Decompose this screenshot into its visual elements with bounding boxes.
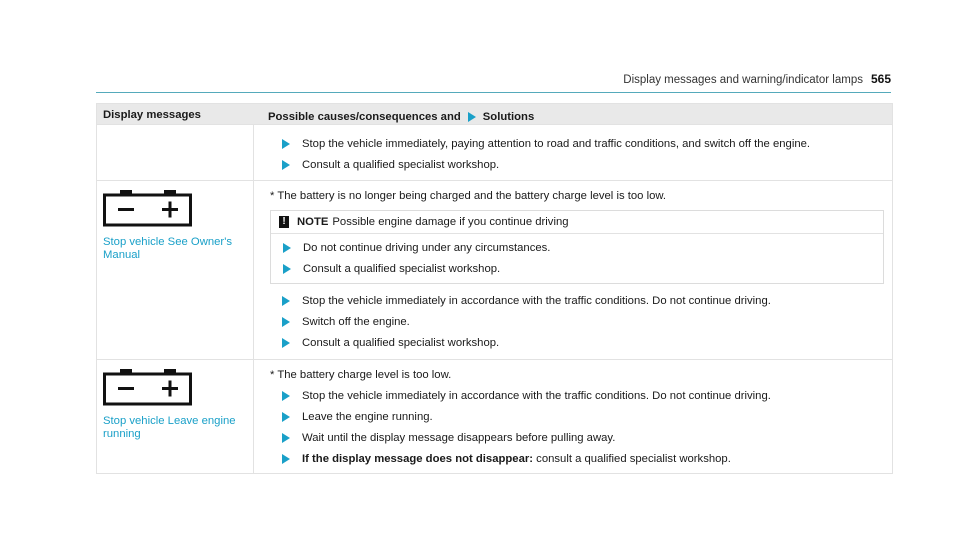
arrow-right-icon [282, 317, 290, 327]
cause-text: * The battery charge level is too low. [270, 368, 452, 381]
solutions-cell [254, 125, 892, 180]
note-title: Possible engine damage if you continue driving [332, 216, 569, 228]
battery-icon [103, 368, 193, 406]
display-message-text: Stop vehicle See Owner's Manual [103, 236, 232, 261]
condition-rest: consult a qualified specialist workshop. [533, 452, 731, 465]
arrow-right-icon [282, 433, 290, 443]
arrow-right-icon [283, 264, 291, 274]
display-message-text: Stop vehicle Leave engine running [103, 415, 236, 440]
note-header [271, 211, 883, 234]
warning-icon: ! [279, 216, 289, 228]
causes-solutions-cell [254, 360, 892, 473]
note-box [270, 210, 884, 284]
solution-step [270, 448, 884, 469]
solution-step: Stop the vehicle immediately, paying attention to road and traffic conditions, and switch off the engine. [270, 133, 884, 154]
page-number: 565 [870, 72, 891, 86]
arrow-right-icon [283, 243, 291, 253]
header-title: Display messages and warning/indicator lamps [623, 74, 863, 86]
arrow-right-icon [282, 139, 290, 149]
note-body [271, 234, 883, 283]
arrow-right-icon [468, 112, 476, 122]
note-step: Do not continue driving under any circumstances. [271, 237, 883, 258]
col-header-display-messages: Display messages [103, 109, 201, 121]
message-cell [97, 181, 254, 359]
col-header-solutions-text: Solutions [482, 110, 535, 123]
col-header-causes [254, 104, 892, 124]
col-header-causes-text: Possible causes/consequences and [268, 110, 461, 123]
display-messages-table [96, 103, 893, 474]
arrow-right-icon [282, 391, 290, 401]
arrow-right-icon [282, 412, 290, 422]
solution-step: Leave the engine running. [270, 406, 884, 427]
page-header [96, 72, 891, 93]
cause-text: * The battery is no longer being charged and the battery charge level is too low. [270, 189, 667, 202]
message-cell-empty [97, 125, 254, 180]
arrow-right-icon [282, 338, 290, 348]
table-row [97, 180, 892, 359]
arrow-right-icon [282, 160, 290, 170]
condition-bold: If the display message does not disappear: [302, 452, 534, 465]
battery-icon [103, 189, 193, 227]
table-row [97, 124, 892, 180]
causes-solutions-cell [254, 181, 892, 359]
solution-step: Consult a qualified specialist workshop. [270, 154, 884, 175]
solution-step: Stop the vehicle immediately in accordance with the traffic conditions. Do not continue driving. [270, 385, 884, 406]
solution-step: Switch off the engine. [270, 311, 884, 332]
solution-step: Stop the vehicle immediately in accordance with the traffic conditions. Do not continue driving. [270, 290, 884, 311]
arrow-right-icon [282, 454, 290, 464]
note-step: Consult a qualified specialist workshop. [271, 258, 883, 279]
solution-step: Consult a qualified specialist workshop. [270, 332, 884, 353]
message-cell [97, 360, 254, 473]
table-row [97, 359, 892, 473]
table-header-row [97, 104, 892, 124]
note-label: NOTE [297, 216, 329, 228]
arrow-right-icon [282, 296, 290, 306]
solution-step: Wait until the display message disappears before pulling away. [270, 427, 884, 448]
